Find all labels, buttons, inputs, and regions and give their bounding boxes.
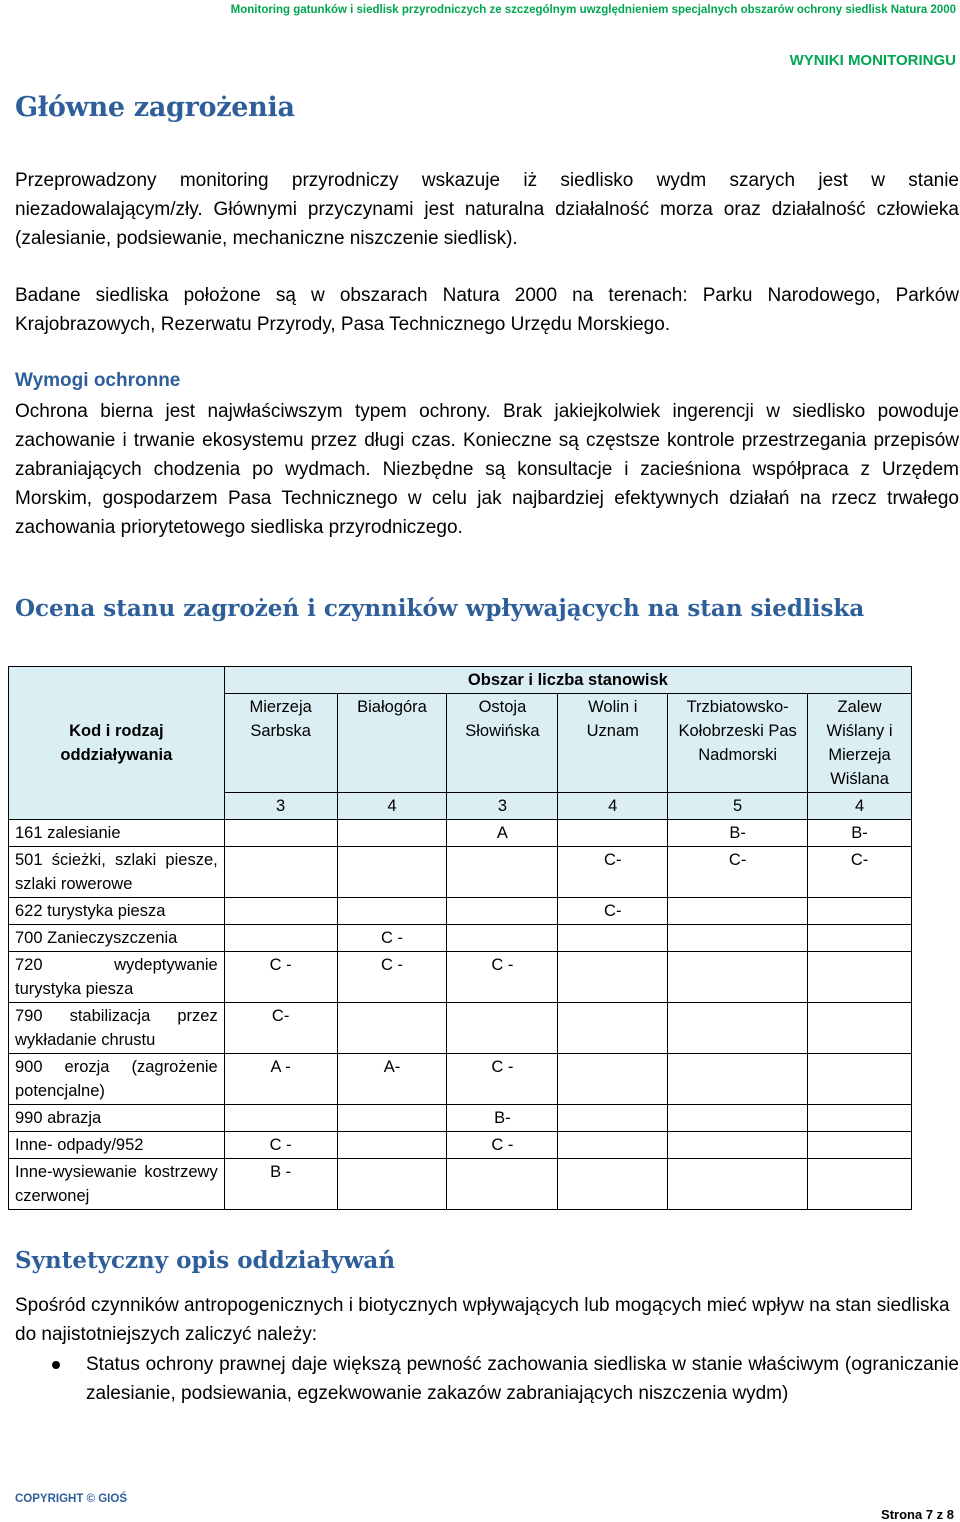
table-area-name: Białogóra bbox=[337, 694, 447, 793]
table-cell bbox=[808, 1003, 912, 1054]
table-area-count: 4 bbox=[808, 793, 912, 820]
table-row-label: 700 Zanieczyszczenia bbox=[9, 925, 225, 952]
table-cell bbox=[337, 847, 447, 898]
table-cell bbox=[224, 925, 337, 952]
paragraph-monitoring: Przeprowadzony monitoring przyrodniczy wskazuje iż siedlisko wydm szarych jest w stanie niezadowalającym/zły. Głównymi przyczynami jest naturalna działalność morza oraz działalność człowieka (zalesianie, podsiewanie, mechaniczne niszczenie siedlisk). bbox=[15, 170, 959, 249]
table-cell bbox=[337, 1003, 447, 1054]
table-row bbox=[9, 1003, 912, 1054]
table-row-label: 990 abrazja bbox=[9, 1105, 225, 1132]
table-area-count: 3 bbox=[447, 793, 558, 820]
subheading-protection-requirements: Wymogi ochronne bbox=[15, 370, 181, 391]
paragraph-factors: Spośród czynników antropogenicznych i biotycznych wpływających lub mogących mieć wpływ na stan siedliska do najistotniejszych zaliczyć należy: bbox=[15, 1295, 950, 1345]
paragraph-location: Badane siedliska położone są w obszarach Natura 2000 na terenach: Parku Narodowego, Parków Krajobrazowych, Rezerwatu Przyrody, Pasa Technicznego Urzędu Morskiego. bbox=[15, 285, 959, 335]
table-cell bbox=[447, 925, 558, 952]
table-cell bbox=[337, 1132, 447, 1159]
table-cell: C - bbox=[224, 952, 337, 1003]
table-area-name: Mierzeja Sarbska bbox=[224, 694, 337, 793]
table-cell: B - bbox=[224, 1159, 337, 1210]
table-cell bbox=[224, 898, 337, 925]
table-cell: C - bbox=[337, 925, 447, 952]
table-row-label: 501 ścieżki, szlaki piesze, szlaki rowerowe bbox=[9, 847, 225, 898]
table-cell bbox=[558, 925, 668, 952]
table-row bbox=[9, 1105, 912, 1132]
table-cell: C - bbox=[337, 952, 447, 1003]
running-header-title: Monitoring gatunków i siedlisk przyrodniczych ze szczególnym uwzględnieniem specjalnych obszarów ochrony siedlisk Natura 2000 bbox=[230, 4, 956, 16]
table-row bbox=[9, 898, 912, 925]
table-cell bbox=[668, 1132, 808, 1159]
bullet-dot-icon bbox=[52, 1361, 60, 1369]
table-cell bbox=[808, 1054, 912, 1105]
table-row-label: 720 wydeptywanie turystyka piesza bbox=[9, 952, 225, 1003]
table-row bbox=[9, 847, 912, 898]
table-area-name: Trzbiatowsko-Kołobrzeski Pas Nadmorski bbox=[668, 694, 808, 793]
table-cell bbox=[668, 952, 808, 1003]
table-cell: B- bbox=[668, 820, 808, 847]
table-area-count: 4 bbox=[337, 793, 447, 820]
table-cell: C- bbox=[558, 847, 668, 898]
table-cell bbox=[668, 1054, 808, 1105]
running-header-section: WYNIKI MONITORINGU bbox=[789, 52, 956, 69]
table-header-area: Obszar i liczba stanowisk bbox=[224, 667, 911, 694]
table-cell bbox=[558, 952, 668, 1003]
table-area-count: 5 bbox=[668, 793, 808, 820]
table-cell: C - bbox=[447, 952, 558, 1003]
table-area-count: 3 bbox=[224, 793, 337, 820]
table-cell bbox=[558, 1159, 668, 1210]
table-cell bbox=[224, 820, 337, 847]
table-cell: A - bbox=[224, 1054, 337, 1105]
table-row bbox=[9, 1054, 912, 1105]
table-row-label: 161 zalesianie bbox=[9, 820, 225, 847]
table-cell: B- bbox=[447, 1105, 558, 1132]
table-cell bbox=[808, 1105, 912, 1132]
table-cell bbox=[808, 1132, 912, 1159]
table-row bbox=[9, 1132, 912, 1159]
table-cell bbox=[447, 1003, 558, 1054]
table-row bbox=[9, 925, 912, 952]
table-row-label: 900 erozja (zagrożenie potencjalne) bbox=[9, 1054, 225, 1105]
table-cell bbox=[558, 1054, 668, 1105]
table-cell: C - bbox=[447, 1054, 558, 1105]
table-cell bbox=[808, 925, 912, 952]
threats-table bbox=[8, 666, 912, 1210]
table-cell bbox=[558, 1003, 668, 1054]
table-area-count: 4 bbox=[558, 793, 668, 820]
footer-copyright: COPYRIGHT © GIOŚ bbox=[15, 1493, 127, 1505]
table-cell bbox=[668, 898, 808, 925]
heading-threat-assessment: Ocena stanu zagrożeń i czynników wpływających na stan siedliska bbox=[15, 595, 865, 622]
table-cell bbox=[668, 1159, 808, 1210]
table-cell bbox=[447, 1159, 558, 1210]
table-cell: C - bbox=[224, 1132, 337, 1159]
table-cell: C- bbox=[808, 847, 912, 898]
table-cell bbox=[668, 1105, 808, 1132]
table-cell bbox=[224, 1105, 337, 1132]
table-cell bbox=[447, 898, 558, 925]
table-area-name: Wolin i Uznam bbox=[558, 694, 668, 793]
table-row-label: Inne-wysiewanie kostrzewy czerwonej bbox=[9, 1159, 225, 1210]
table-cell: A- bbox=[337, 1054, 447, 1105]
table-cell bbox=[808, 952, 912, 1003]
paragraph-protection: Ochrona bierna jest najwłaściwszym typem ochrony. Brak jakiejkolwiek ingerencji w siedlisko powoduje zachowanie i trwanie ekosystemu przez długi czas. Konieczne są częstsze kontrole przestrzegania przepisów zabraniających chodzenia po wydmach. Niezbędne są konsultacje i zacieśniona współpraca z Urzędem Morskim, gospodarzem Pasa Technicznego w celu jak najbardziej efektywnych działań na rzecz trwałego zachowania priorytetowego siedliska przyrodniczego. bbox=[15, 401, 959, 538]
table-cell bbox=[668, 1003, 808, 1054]
table-cell bbox=[337, 820, 447, 847]
table-cell bbox=[447, 847, 558, 898]
heading-synthetic-description: Syntetyczny opis oddziaływań bbox=[15, 1247, 396, 1274]
table-cell bbox=[337, 1159, 447, 1210]
table-cell bbox=[558, 820, 668, 847]
table-row bbox=[9, 1159, 912, 1210]
bullet-text: Status ochrony prawnej daje większą pewność zachowania siedliska w stanie właściwym (ograniczanie zalesianie, podsiewania, egzekwowanie zakazów zabraniających niszczenia wydm) bbox=[86, 1354, 959, 1404]
table-area-name: Ostoja Słowińska bbox=[447, 694, 558, 793]
table-row bbox=[9, 820, 912, 847]
footer-page-number: Strona 7 z 8 bbox=[881, 1507, 954, 1522]
table-cell bbox=[558, 1132, 668, 1159]
table-area-name: Zalew Wiślany i Mierzeja Wiślana bbox=[808, 694, 912, 793]
table-cell bbox=[808, 1159, 912, 1210]
table-cell: A bbox=[447, 820, 558, 847]
table-row-label: 622 turystyka piesza bbox=[9, 898, 225, 925]
table-cell bbox=[337, 898, 447, 925]
table-cell: B- bbox=[808, 820, 912, 847]
bullet-item bbox=[15, 1350, 959, 1408]
heading-main-threats: Główne zagrożenia bbox=[15, 92, 295, 123]
table-cell: C- bbox=[668, 847, 808, 898]
table-cell bbox=[337, 1105, 447, 1132]
table-header-code: Kod i rodzaj oddziaływania bbox=[9, 667, 225, 820]
table-cell bbox=[808, 898, 912, 925]
table-cell: C- bbox=[558, 898, 668, 925]
table-row-label: 790 stabilizacja przez wykładanie chrustu bbox=[9, 1003, 225, 1054]
table-cell: C- bbox=[224, 1003, 337, 1054]
table-row-label: Inne- odpady/952 bbox=[9, 1132, 225, 1159]
table-cell bbox=[668, 925, 808, 952]
table-cell: C - bbox=[447, 1132, 558, 1159]
table-row bbox=[9, 952, 912, 1003]
table-cell bbox=[224, 847, 337, 898]
table-cell bbox=[558, 1105, 668, 1132]
